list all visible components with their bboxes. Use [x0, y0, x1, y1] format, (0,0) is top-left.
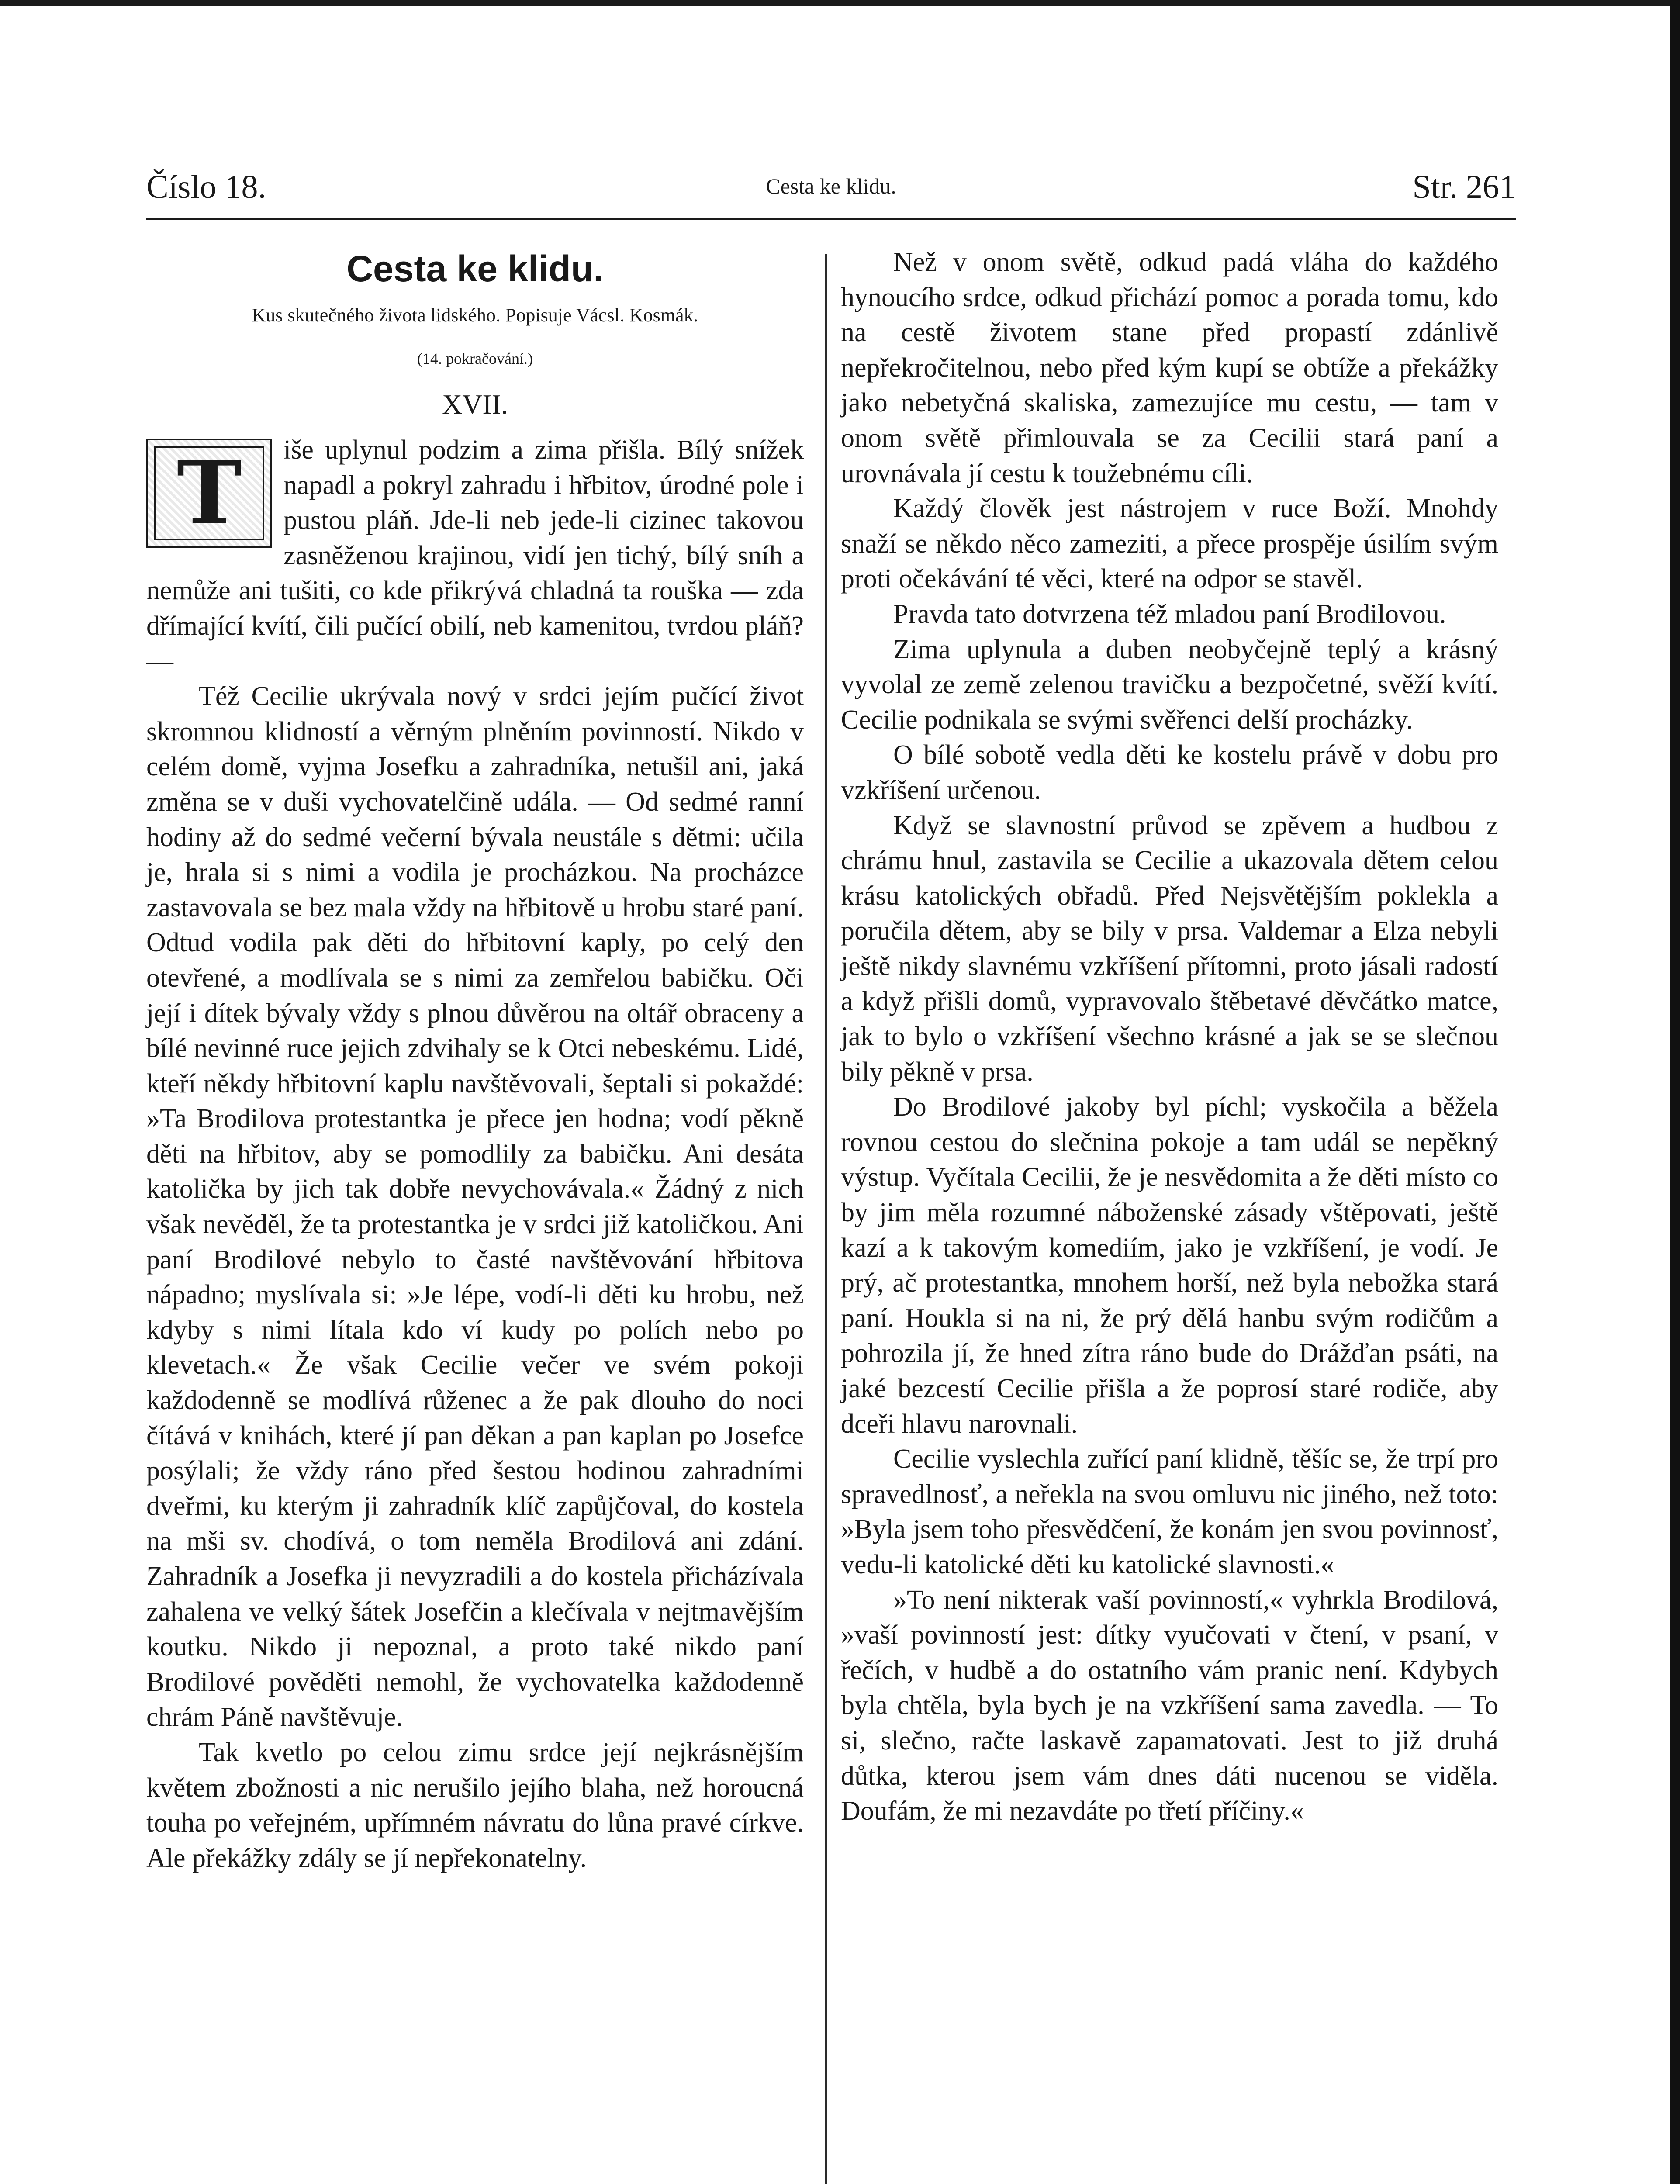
article-subtitle: Kus skutečného života lidského. Popisuje Vácsl. Kosmák.	[252, 304, 698, 326]
header-rule	[146, 218, 1516, 220]
paragraph: O bílé sobotě vedla děti ke kostelu právě v dobu pro vzkříšení určenou.	[841, 740, 1498, 805]
paragraph: Cecilie vyslechla zuřící paní klidně, těšíc se, že trpí pro spravedlnosť, a neřekla na svou omluvu nic jiného, než toto: »Byla jsem toho přesvědčení, že konám jen svou povinnosť, vedu-li katolické děti ku katolické slavnosti.«	[841, 1444, 1498, 1579]
continuation-note: (14. pokračování.)	[417, 350, 533, 367]
paragraph: iše uplynul podzim a zima přišla. Bílý snížek napadl a pokryl zahradu i hřbitov, úrodné pole i pustou pláň. Jde-li neb jede-li cizinec takovou zasněženou krajinou, vidí jen tichý, bílý sníh a nemůže ani tušiti, co kde přikrývá chladná ta rouška — zda dřímající kvítí, čili pučící obilí, neb kamenitou, tvrdou pláň? —	[146, 435, 804, 676]
paragraph: Do Brodilové jakoby byl píchl; vyskočila a běžela rovnou cestou do slečnina pokoje a tam udál se nepěkný výstup. Vyčítala Cecilii, že je nesvědomita a že děti místo co by jim měla rozumné náboženské zásady vštěpovati, ještě kazí a k takovým komediím, jako je vzkříšení, je vodí. Je prý, ač protestantka, mnohem horší, než byla nebožka stará paní. Houkla si na ni, že prý dělá hanbu svým rodičům a pohrozila jí, že hned zítra ráno bude do Drážďan psáti, na jaké bezcestí Cecilie přišla a že poprosí staré rodiče, aby dceři hlavu narovnali.	[841, 1092, 1498, 1439]
chapter-heading: XVII.	[442, 389, 508, 420]
right-column	[841, 245, 1498, 1829]
issue-number: Číslo 18.	[146, 169, 266, 205]
paragraph: Než v onom světě, odkud padá vláha do každého hynoucího srdce, odkud přichází pomoc a porada tomu, kdo na cestě životem stane před propastí zdánlivě nepřekročitelnou, nebo před kým kupí se obtíže a překážky jako nebetyčná skaliska, zamezujíce mu cestu, — tam v onom světě přimlouvala se za Cecilii stará paní a urovnávala jí cestu k toužebnému cíli.	[841, 247, 1498, 488]
paragraph: Každý člověk jest nástrojem v ruce Boží. Mnohdy snaží se někdo něco zameziti, a přece prospěje úsilím svým proti očekávání té věci, které na odpor se stavěl.	[841, 494, 1498, 594]
drop-cap-letter: T	[176, 442, 242, 544]
paragraph: Zima uplynula a duben neobyčejně teplý a krásný vyvolal ze země zelenou travičku a bezpočetné, svěží kvítí. Cecilie podnikala se svými svěřenci delší procházky.	[841, 634, 1498, 735]
paragraph: Též Cecilie ukrývala nový v srdci jejím pučící život skromnou klidností a věrným plněním povinností. Nikdo v celém domě, vyjma Josefku a zahradníka, netušil ani, jaká změna se v duši vychovatelčině udála. — Od sedmé ranní hodiny až do sedmé večerní bývala neustále s dětmi: učila je, hrala si s nimi a vodila je procházkou. Na procházce zastavovala se bez mala vždy na hřbitově u hrobu staré paní. Odtud vodila pak děti do hřbitovní kaply, po celý den otevřené, a modlívala se s nimi za zemřelou babičku. Oči její i dítek bývaly vždy s plnou důvěrou na oltář obraceny a bílé nevinné ruce jejich zdvihaly se k Otci nebeskému. Lidé, kteří někdy hřbitovní kaplu navštěvovali, šeptali si pokaždé: »Ta Brodilova protestantka je přece jen hodna; vodí pěkně děti na hřbitov, aby se pomodlily za babičku. Ani desáta katolička by jich tak dobře nevychovávala.« Žádný z nich však nevěděl, že ta protestantka je v srdci již katoličkou. Ani paní Brodilové nebylo to časté navštěvování hřbitova nápadno; myslívala si: »Je lépe, vodí-li děti ku hrobu, než kdyby s nimi lítala kdo ví kudy po polích nebo po klevetach.« Že však Cecilie večer ve svém pokoji každodenně se modlívá růženec a že pak dlouho do noci čítává v knihách, které jí pan děkan a pan kaplan po Josefce posýlali; že vždy ráno před šestou hodinou zahradními dveřmi, ku kterým ji zahradník klíč zapůjčoval, do kostela na mši sv. chodívá, o tom neměla Brodilová ani zdání. Zahradník a Josefka ji nevyzradili a do kostela přicházívala zahalena ve velký šátek Josefčin a klečívala v nejtmavějším koutku. Nikdo ji nepoznal, a proto také nikdo paní Brodilové pověděti nemohl, že vychovatelka každodenně chrám Páně navštěvuje.	[146, 681, 804, 1732]
page-number: Str. 261	[1412, 169, 1516, 205]
left-column	[146, 245, 804, 1876]
scan-right-edge	[1670, 0, 1680, 2184]
paragraph: Pravda tato dotvrzena též mladou paní Brodilovou.	[893, 599, 1446, 629]
paragraph: Tak kvetlo po celou zimu srdce její nejkrásnějším květem zbožnosti a nic nerušilo jejího blaha, než horoucná touha po veřejném, upřímném návratu do lůna pravé církve. Ale překážky zdály se jí nepřekonatelny.	[146, 1737, 804, 1873]
running-title: Cesta ke klidu.	[766, 174, 896, 198]
article-title: Cesta ke klidu.	[346, 248, 604, 289]
paragraph: Když se slavnostní průvod se zpěvem a hudbou z chrámu hnul, zastavila se Cecilie a ukazovala dětem celou krásu katolických obřadů. Před Nejsvětějším poklekla a poručila dětem, aby se bily v prsa. Valdemar a Elza nebyli ještě nikdy slavnému vzkříšení přítomni, proto jásali radostí a když přišli domů, vypravovalo štěbetavé děvčátko matce, jak to bylo o vzkříšení všechno krásné a jak se se slečnou bily pěkně v prsa.	[841, 810, 1498, 1087]
running-head	[146, 168, 1516, 216]
column-divider	[825, 254, 827, 2184]
scan-top-edge	[0, 0, 1680, 6]
drop-cap-ornament	[146, 439, 272, 548]
paragraph: »To není nikterak vaší povinností,« vyhrkla Brodilová, »vaší povinností jest: dítky vyučovati v čtení, v psaní, v řečích, v hudbě a do ostatního vám pranic není. Kdybych byla chtěla, byla bych je na vzkříšení sama zavedla. — To si, slečno, račte laskavě zapamatovati. Jest to již druhá důtka, kterou jsem vám dnes dáti nucenou se viděla. Doufám, že mi nezavdáte po třetí příčiny.«	[841, 1585, 1498, 1826]
